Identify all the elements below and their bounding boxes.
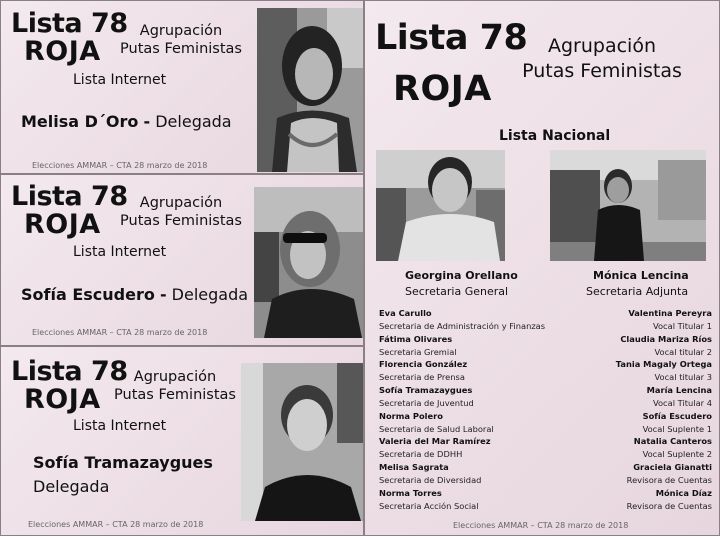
election-footer: Elecciones AMMAR – CTA 28 marzo de 2018 — [32, 328, 208, 337]
agrupacion-line-1: Agrupación — [547, 35, 656, 57]
lista-title: Lista 78 — [11, 181, 128, 212]
agrupacion-label — [107, 368, 243, 404]
list-item-name: Florencia González — [379, 359, 468, 370]
list-item-name: Sofía Escudero — [642, 410, 712, 421]
list-item-name: Natalia Canteros — [633, 436, 712, 447]
election-footer: Elecciones AMMAR – CTA 28 marzo de 2018 — [32, 161, 208, 170]
roja-title: ROJA — [393, 69, 492, 109]
list-item-name: Sofía Tramazaygues — [379, 385, 473, 396]
list-item-name: Melisa Sagrata — [379, 462, 449, 473]
election-footer: Elecciones AMMAR – CTA 28 marzo de 2018 — [453, 521, 629, 530]
list-item-name: María Lencina — [646, 385, 712, 396]
list-type: Lista Internet — [73, 244, 167, 260]
list-type: Lista Internet — [73, 72, 167, 88]
roja-title: ROJA — [24, 36, 101, 67]
candidate-card-sofia-tramazaygues — [0, 346, 364, 536]
agrupacion-line-1: Agrupación — [139, 195, 223, 211]
list-item-name: Norma Torres — [379, 487, 442, 498]
agrupacion-label — [113, 194, 249, 230]
candidate-role: Delegada — [155, 112, 232, 131]
candidate-card-sofia-escudero — [0, 174, 364, 346]
separator: - — [143, 112, 151, 131]
candidate-photo — [241, 363, 364, 521]
candidate-name: Melisa D´Oro — [21, 112, 139, 131]
lista-title: Lista 78 — [11, 356, 128, 387]
list-item-name: Claudia Mariza Ríos — [620, 333, 712, 344]
roja-title: ROJA — [24, 384, 101, 415]
list-item-name: Norma Polero — [379, 410, 443, 421]
list-item-role: Secretaria de Prensa — [379, 372, 465, 383]
list-item-name: Tania Magaly Ortega — [615, 359, 712, 370]
roja-title: ROJA — [24, 209, 101, 240]
list-item-role: Secretaria de Diversidad — [379, 474, 482, 485]
candidate-photo — [257, 8, 364, 172]
national-list-card — [364, 0, 720, 536]
agrupacion-line-2: Putas Feministas — [120, 213, 242, 230]
candidate-photo — [254, 187, 364, 338]
list-item-role: Revisora de Cuentas — [626, 474, 712, 485]
candidate-line — [21, 112, 232, 131]
agrupacion-line-1: Agrupación — [133, 369, 217, 385]
list-item-role: Revisora de Cuentas — [626, 500, 712, 511]
candidate-line — [21, 285, 248, 304]
list-item-role: Vocal Suplente 1 — [642, 423, 712, 434]
featured-role-1: Secretaria General — [405, 285, 509, 298]
right-roles-list — [562, 307, 712, 513]
lista-title: Lista 78 — [11, 8, 128, 39]
featured-name-2: Mónica Lencina — [593, 269, 689, 282]
candidate-role: Delegada — [171, 285, 249, 304]
election-footer: Elecciones AMMAR – CTA 28 marzo de 2018 — [28, 520, 204, 529]
featured-name-1: Georgina Orellano — [405, 269, 518, 282]
list-item-role: Vocal Titular 1 — [652, 320, 712, 331]
list-item-name: Fátima Olivares — [379, 333, 453, 344]
featured-role-2: Secretaria Adjunta — [586, 285, 689, 298]
agrupacion-line-2: Putas Feministas — [114, 387, 236, 404]
list-item-name: Valentina Pereyra — [628, 308, 712, 318]
agrupacion-line-2: Putas Feministas — [120, 41, 242, 58]
list-item-name: Eva Carullo — [379, 308, 432, 318]
candidate-card-melisa — [0, 0, 364, 174]
candidate-name: Sofía Tramazaygues — [33, 453, 213, 472]
list-item-role: Vocal titular 3 — [654, 372, 712, 383]
agrupacion-line-1: Agrupación — [139, 23, 223, 39]
candidate-name: Sofía Escudero — [21, 285, 155, 304]
agrupacion-label — [517, 34, 687, 83]
list-item-role: Vocal Suplente 2 — [642, 449, 712, 460]
list-type: Lista Internet — [73, 418, 167, 434]
list-item-role: Secretaria de DDHH — [379, 449, 463, 460]
list-item-role: Secretaria Acción Social — [379, 500, 479, 511]
list-item-role: Secretaria de Administración y Finanzas — [379, 320, 546, 331]
list-item-role: Secretaria de Juventud — [379, 397, 474, 408]
agrupacion-label — [113, 22, 249, 58]
featured-photo-monica — [550, 150, 706, 261]
lista-title: Lista 78 — [375, 18, 528, 58]
candidate-role: Delegada — [33, 477, 110, 496]
list-item-name: Mónica Díaz — [655, 487, 712, 498]
list-item-role: Vocal titular 2 — [654, 346, 712, 357]
agrupacion-line-2: Putas Feministas — [522, 59, 682, 82]
left-roles-list — [379, 307, 569, 513]
list-item-name: Graciela Gianatti — [633, 462, 712, 473]
list-item-role: Secretaria Gremial — [379, 346, 457, 357]
list-item-name: Valeria del Mar Ramírez — [379, 436, 491, 447]
featured-photo-georgina — [376, 150, 505, 261]
list-item-role: Secretaria de Salud Laboral — [379, 423, 494, 434]
list-item-role: Vocal Titular 4 — [652, 397, 712, 408]
separator: - — [159, 285, 167, 304]
list-type: Lista Nacional — [499, 128, 611, 144]
